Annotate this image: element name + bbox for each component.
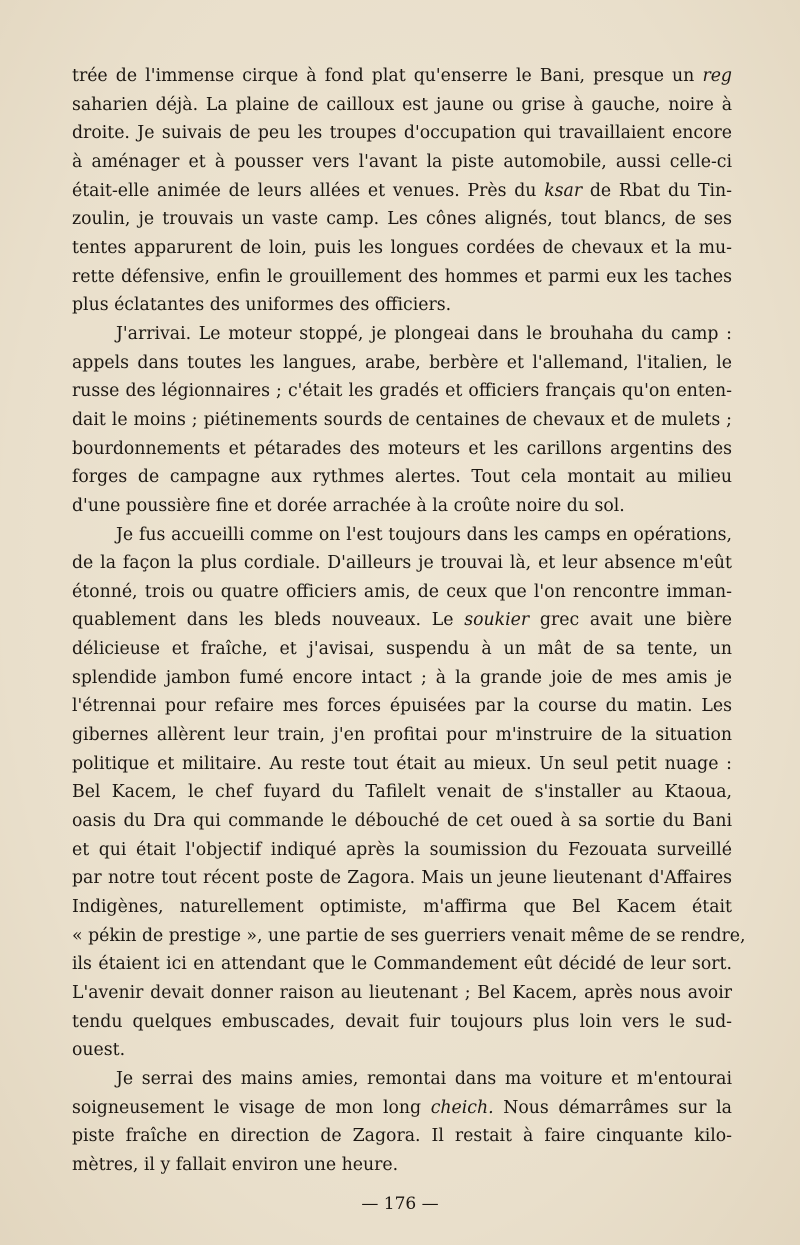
italic-term: cheich. — [430, 1097, 494, 1118]
text-line: gibernes allèrent leur train, j'en profitai pour m'instruire de la situation — [72, 725, 732, 746]
text-line: Indigènes, naturellement optimiste, m'affirma que Bel Kacem était — [72, 897, 732, 918]
text-line: d'une poussière fine et dorée arrachée à la croûte noire du sol. — [72, 495, 625, 516]
paragraph-1 — [72, 62, 732, 320]
text-line: de la façon la plus cordiale. D'ailleurs je trouvai là, et leur absence m'eût — [72, 553, 732, 574]
text-line: ils étaient ici en attendant que le Commandement eût décidé de leur sort. — [72, 954, 732, 975]
italic-term: soukier — [464, 610, 530, 631]
text-line: tentes apparurent de loin, puis les longues cordées de chevaux et la mu- — [72, 237, 732, 258]
text-line: par notre tout récent poste de Zagora. Mais un jeune lieutenant d'Affaires — [72, 868, 732, 889]
paragraph-3 — [72, 521, 746, 1065]
text-line: « pékin de prestige », une partie de ses guerriers venait même de se rendre, — [72, 925, 746, 946]
text-line: russe des légionnaires ; c'était les gradés et officiers français qu'on enten- — [72, 381, 732, 402]
text-line: politique et militaire. Au reste tout était au mieux. Un seul petit nuage : — [72, 753, 732, 774]
paragraph-2 — [72, 320, 732, 521]
text-line: bourdonnements et pétarades des moteurs et les carillons argentins des — [72, 438, 732, 459]
text-line: quablement dans les bleds nouveaux. Le soukier grec avait une bière — [72, 610, 732, 631]
text-line: plus éclatantes des uniformes des officiers. — [72, 295, 452, 316]
text-line: l'étrennai pour refaire mes forces épuisées par la course du matin. Les — [72, 696, 732, 717]
text-line: à aménager et à pousser vers l'avant la piste automobile, aussi celle-ci — [72, 151, 732, 172]
text-line: saharien déjà. La plaine de cailloux est jaune ou grise à gauche, noire à — [72, 94, 732, 115]
text-line: ouest. — [72, 1040, 126, 1061]
text-line: J'arrivai. Le moteur stoppé, je plongeai dans le brouhaha du camp : — [116, 323, 732, 344]
text-line: droite. Je suivais de peu les troupes d'occupation qui travaillaient encore — [72, 123, 732, 144]
text-line: était-elle animée de leurs allées et venues. Près du ksar de Rbat du Tin- — [72, 180, 733, 201]
text-line: délicieuse et fraîche, et j'avisai, suspendu à un mât de sa tente, un — [72, 639, 732, 660]
text-line: tendu quelques embuscades, devait fuir toujours plus loin vers le sud- — [72, 1011, 732, 1032]
text-line: zoulin, je trouvais un vaste camp. Les cônes alignés, tout blancs, de ses — [72, 209, 732, 230]
text-line: étonné, trois ou quatre officiers amis, de ceux que l'on rencontre imman- — [72, 581, 732, 602]
text-line: trée de l'immense cirque à fond plat qu'enserre le Bani, presque un reg — [72, 66, 732, 86]
text-line: Je serrai des mains amies, remontai dans ma voiture et m'entourai — [116, 1068, 732, 1089]
text-line: splendide jambon fumé encore intact ; à la grande joie de mes amis je — [72, 667, 732, 688]
text-line: Je fus accueilli comme on l'est toujours dans les camps en opérations, — [116, 524, 732, 545]
text-line: soigneusement le visage de mon long cheich. Nous démarrâmes sur la — [72, 1097, 732, 1118]
italic-term: reg — [702, 66, 732, 86]
text-line: appels dans toutes les langues, arabe, berbère et l'allemand, l'italien, le — [72, 352, 732, 373]
text-line: mètres, il y fallait environ une heure. — [72, 1154, 399, 1175]
text-line: et qui était l'objectif indiqué après la soumission du Fezouata surveillé — [72, 839, 732, 860]
text-line: forges de campagne aux rythmes alertes. Tout cela montait au milieu — [72, 467, 732, 488]
text-line: rette défensive, enfin le grouillement des hommes et parmi eux les taches — [72, 266, 732, 287]
paragraph-4 — [72, 1065, 732, 1180]
body-text — [72, 62, 746, 1180]
text-line: L'avenir devait donner raison au lieutenant ; Bel Kacem, après nous avoir — [72, 983, 732, 1003]
text-line: Bel Kacem, le chef fuyard du Tafilelt venait de s'installer au Ktaoua, — [72, 782, 732, 803]
italic-term: ksar — [544, 180, 583, 201]
text-line: oasis du Dra qui commande le débouché de cet oued à sa sortie du Bani — [72, 811, 732, 832]
text-line: piste fraîche en direction de Zagora. Il restait à faire cinquante kilo- — [72, 1126, 732, 1147]
page-number: — 176 — — [361, 1194, 439, 1214]
text-line: dait le moins ; piétinements sourds de centaines de chevaux et de mulets ; — [72, 409, 732, 430]
